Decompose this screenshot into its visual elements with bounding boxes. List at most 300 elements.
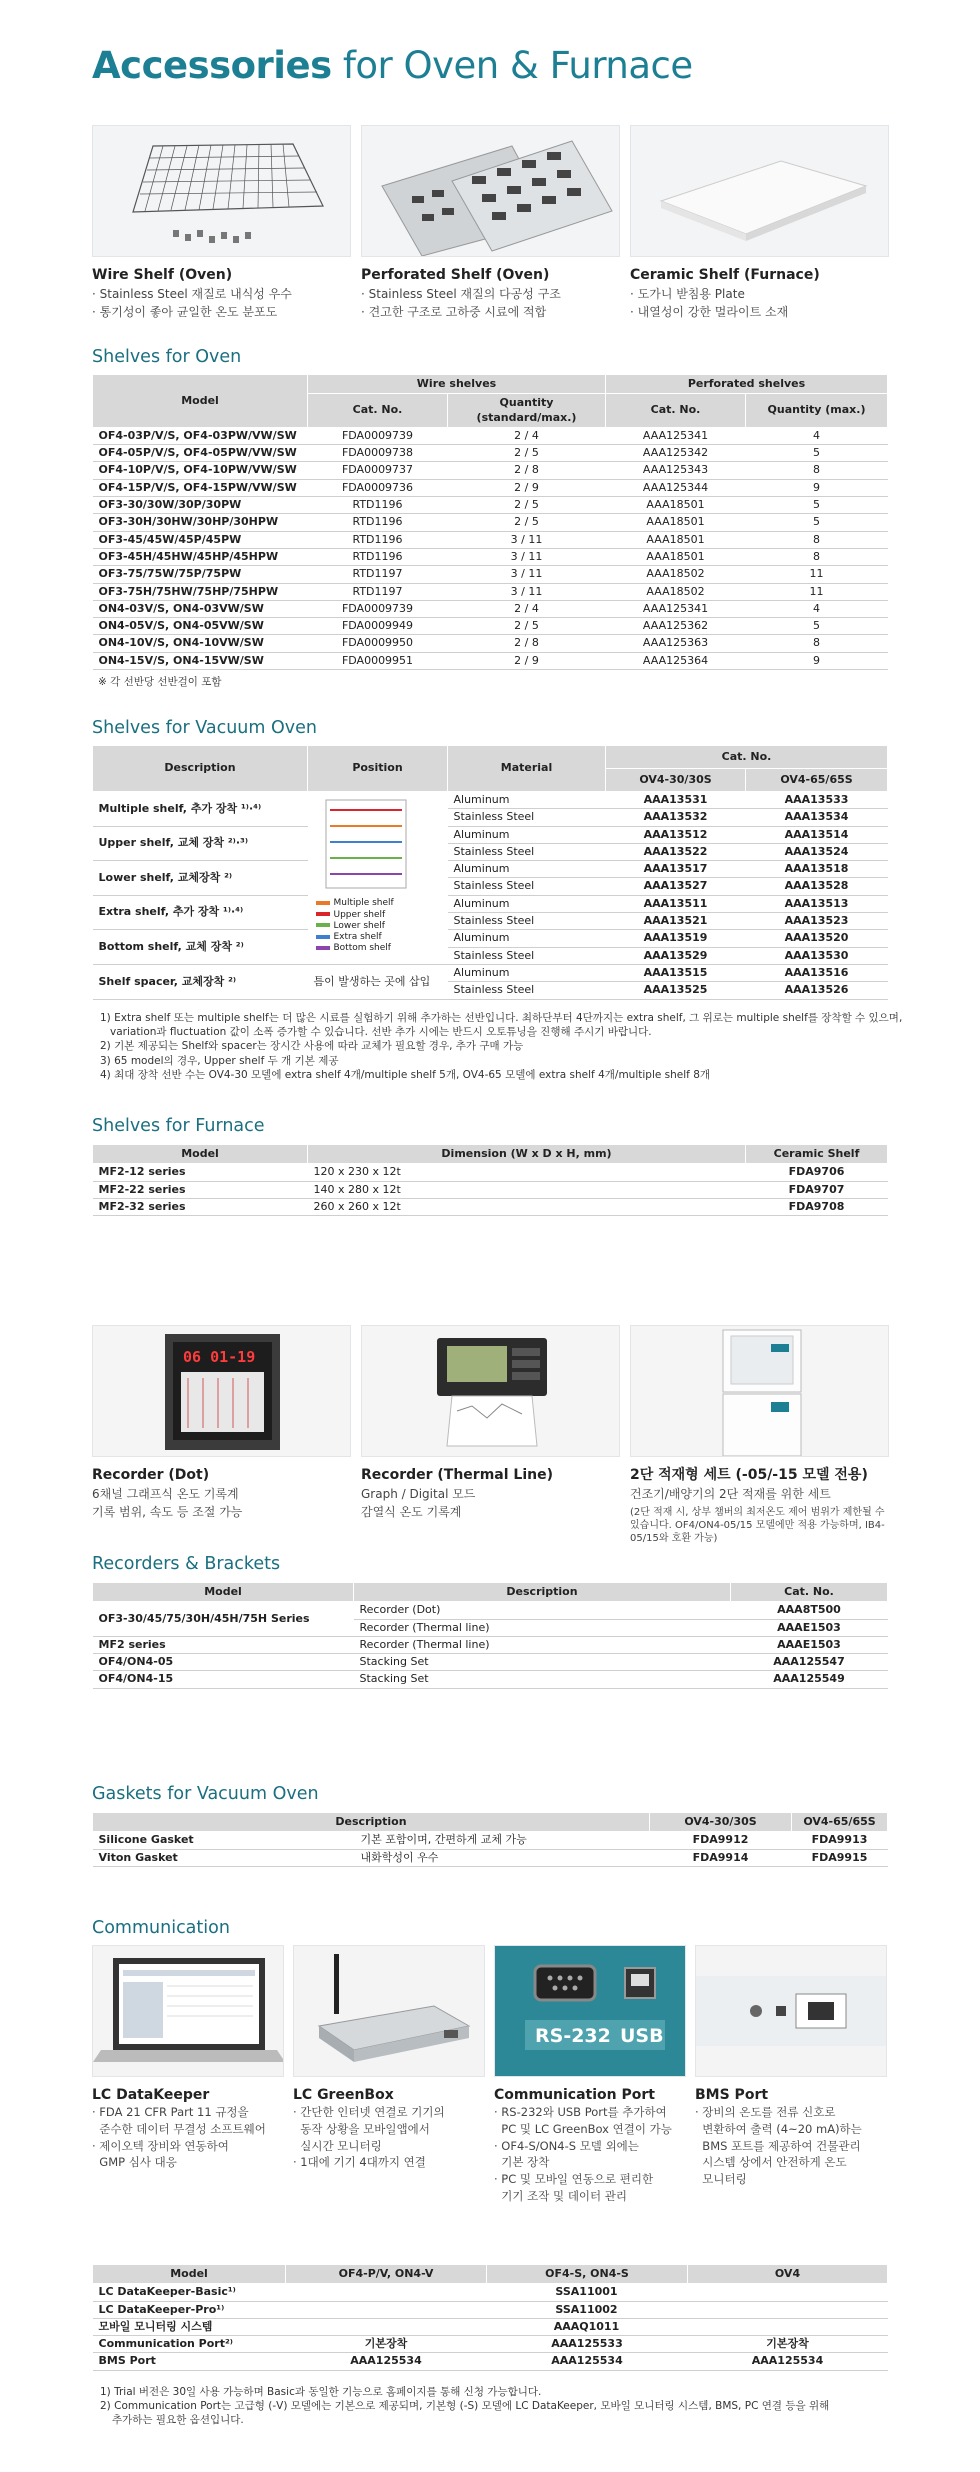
column-header: Perforated shelves [606, 375, 888, 394]
table-row [93, 2284, 888, 2301]
table-cell: MF2-32 series [93, 1198, 308, 1215]
table-cell: AAA125363 [606, 635, 746, 652]
table-cell: 2 / 5 [448, 497, 606, 514]
table-cell: SSA11002 [286, 2301, 888, 2318]
column-header: Ceramic Shelf [746, 1145, 888, 1164]
table-row [93, 462, 888, 479]
table-cell: MF2-12 series [93, 1164, 308, 1181]
column-header: Model [93, 1583, 354, 1602]
table-cell: 모바일 모니터링 시스템 [93, 2318, 286, 2335]
wire-shelf-icon [92, 125, 351, 257]
table-cell: 2 / 9 [448, 652, 606, 669]
comm-bullet: · FDA 21 CFR Part 11 규정을 [92, 2105, 249, 2120]
table-row [93, 1654, 888, 1671]
recorders-table [92, 1582, 888, 1689]
table-cell: 8 [746, 462, 888, 479]
column-header: Quantity (standard/max.) [448, 394, 606, 428]
legend-item [316, 910, 440, 921]
table-cell: OF3-75/75W/75P/75PW [93, 566, 308, 583]
table-cell: AAA13515 [606, 964, 746, 981]
column-header: Model [93, 2265, 286, 2284]
table-cell: AAA13525 [606, 982, 746, 999]
table-row [93, 479, 888, 496]
display-readout: 06 01-19 [183, 1348, 256, 1366]
section-title: Gaskets for Vacuum Oven [92, 1784, 319, 1804]
table-cell: Multiple shelf, 추가 장착 ¹⁾·⁴⁾ [93, 792, 308, 827]
table-cell: Aluminum [448, 964, 606, 981]
table-cell: AAA125344 [606, 479, 746, 496]
column-header: Cat. No. [731, 1583, 888, 1602]
rs232-usb-port-icon [494, 1945, 686, 2077]
legend-label: Bottom shelf [333, 943, 391, 954]
table-cell: Extra shelf, 추가 장착 ¹⁾·⁴⁾ [93, 895, 308, 930]
table-cell: AAA18501 [606, 514, 746, 531]
table-cell: FDA0009949 [308, 618, 448, 635]
accessory-card [92, 125, 351, 321]
table-cell: AAA18501 [606, 531, 746, 548]
legend-label: Lower shelf [333, 920, 385, 931]
footnote: 1) Trial 버전은 30일 사용 가능하며 Basic과 동일한 기능으로 홈페이지를 통해 신청 가능합니다. [100, 2386, 542, 2398]
table-cell: FDA0009739 [308, 600, 448, 617]
column-header: Material [448, 746, 606, 792]
table-cell: 140 x 280 x 12t [308, 1181, 746, 1198]
accessory-name: Wire Shelf (Oven) [92, 267, 233, 283]
table-cell: FDA9707 [746, 1181, 888, 1198]
table-cell: AAAE1503 [731, 1619, 888, 1636]
comm-notes [100, 2385, 829, 2428]
section-title: Shelves for Furnace [92, 1116, 265, 1136]
comm-bullet: PC 및 LC GreenBox 연결이 가능 [494, 2121, 672, 2136]
table-cell: AAA13512 [606, 826, 746, 843]
table-cell: RTD1196 [308, 514, 448, 531]
column-header: Cat. No. [308, 394, 448, 428]
table-row [93, 2318, 888, 2335]
table-row [93, 514, 888, 531]
table-cell: Aluminum [448, 895, 606, 912]
table-cell: RTD1197 [308, 583, 448, 600]
comm-bullet: · PC 및 모바일 연동으로 편리한 [494, 2171, 654, 2186]
legend-swatch [316, 923, 330, 927]
table-cell: AAA125341 [606, 600, 746, 617]
column-header: OV4-30/30S [650, 1813, 792, 1832]
port-label: USB [620, 2025, 664, 2047]
table-cell: ON4-15V/S, ON4-15VW/SW [93, 652, 308, 669]
recorder-name: Recorder (Thermal Line) [361, 1467, 553, 1483]
recorder-name: Recorder (Dot) [92, 1467, 210, 1483]
column-header: Model [93, 1145, 308, 1164]
footnote: 1) Extra shelf 또는 multiple shelf는 더 많은 시료를 실험하기 위해 추가하는 선반입니다. 최하단부터 4단까지는 extra shelf, 그 위로는 multiple shelf를 장착할 수 있으며, [100, 1012, 903, 1024]
legend-label: Extra shelf [333, 932, 382, 943]
comm-bullet: 준수한 데이터 무결성 소프트웨어 [92, 2121, 266, 2136]
accessory-name: Perforated Shelf (Oven) [361, 267, 550, 283]
comm-bullets [293, 2104, 485, 2171]
table-cell: 3 / 11 [448, 566, 606, 583]
column-header: Cat. No. [606, 394, 746, 428]
table-cell: FDA0009950 [308, 635, 448, 652]
table-cell: LC DataKeeper-Pro¹⁾ [93, 2301, 286, 2318]
section-title: Communication [92, 1918, 230, 1938]
table-row [93, 2353, 888, 2370]
table-cell: AAA13528 [746, 878, 888, 895]
accessory-bullet: · 도가니 받침용 Plate [630, 287, 745, 302]
legend-item [316, 898, 440, 909]
table-row [93, 1849, 888, 1866]
table-cell: 기본 포함이며, 간편하게 교체 가능 [355, 1832, 650, 1849]
section-title: Recorders & Brackets [92, 1554, 281, 1574]
column-header: Position [308, 746, 448, 792]
recorder-desc: 감열식 온도 기록계 [361, 1504, 462, 1519]
table-cell: OF4-15P/V/S, OF4-15PW/VW/SW [93, 479, 308, 496]
vacuum-notes [100, 1011, 902, 1082]
table-row [93, 1602, 888, 1619]
table-cell: AAAE1503 [731, 1636, 888, 1653]
comm-bullet: · RS-232와 USB Port를 추가하여 [494, 2105, 667, 2120]
table-cell: OF3-30/45/75/30H/45H/75H Series [93, 1602, 354, 1637]
comm-name: BMS Port [695, 2087, 769, 2103]
legend-item [316, 943, 440, 954]
table-cell: 120 x 230 x 12t [308, 1164, 746, 1181]
table-cell: AAA13522 [606, 843, 746, 860]
comm-bullets [92, 2104, 284, 2171]
legend-swatch [316, 946, 330, 950]
accessory-name: Ceramic Shelf (Furnace) [630, 267, 820, 283]
table-cell: Communication Port²⁾ [93, 2336, 286, 2353]
table-row [93, 1832, 888, 1849]
oven-shelves-table [92, 374, 888, 670]
furnace-shelves-table [92, 1144, 888, 1216]
legend-label: Upper shelf [333, 909, 386, 920]
table-row [93, 566, 888, 583]
table-cell: ON4-10V/S, ON4-10VW/SW [93, 635, 308, 652]
table-cell: Stainless Steel [448, 947, 606, 964]
table-row [93, 445, 888, 462]
page-title: Accessories for Oven & Furnace [92, 44, 693, 87]
table-cell: AAA13532 [606, 809, 746, 826]
recorder-card [630, 1325, 889, 1545]
comm-card [494, 1945, 686, 2204]
table-cell: AAA125547 [731, 1654, 888, 1671]
recorder-card [92, 1325, 351, 1545]
table-cell: AAA13529 [606, 947, 746, 964]
table-cell: 4 [746, 600, 888, 617]
table-cell: 8 [746, 548, 888, 565]
table-cell: ON4-03V/S, ON4-03VW/SW [93, 600, 308, 617]
column-header: OV4-30/30S [606, 769, 746, 792]
accessory-bullet: · 견고한 구조로 고하중 시료에 적합 [361, 304, 547, 319]
comm-card [293, 1945, 485, 2204]
table-cell: AAA13530 [746, 947, 888, 964]
table-cell: FDA0009737 [308, 462, 448, 479]
table-cell: Upper shelf, 교체 장착 ²⁾·³⁾ [93, 826, 308, 861]
table-cell: 260 x 260 x 12t [308, 1198, 746, 1215]
table-cell: OF4-10P/V/S, OF4-10PW/VW/SW [93, 462, 308, 479]
table-cell: RTD1196 [308, 531, 448, 548]
table-cell: AAA125549 [731, 1671, 888, 1688]
table-cell: AAA18502 [606, 583, 746, 600]
table-cell: Aluminum [448, 930, 606, 947]
table-cell: 3 / 11 [448, 583, 606, 600]
table-cell: Stacking Set [354, 1671, 731, 1688]
column-header: Quantity (max.) [746, 394, 888, 428]
legend-swatch [316, 912, 330, 916]
table-cell: AAA125362 [606, 618, 746, 635]
footnote: 추가하는 필요한 옵션입니다. [112, 2414, 244, 2427]
table-cell: AAA13527 [606, 878, 746, 895]
table-cell: Aluminum [448, 826, 606, 843]
table-cell: AAA13531 [606, 792, 746, 809]
table-cell: BMS Port [93, 2353, 286, 2370]
recorder-name: 2단 적재형 세트 (-05/-15 모델 전용) [630, 1467, 868, 1483]
table-cell: FDA0009951 [308, 652, 448, 669]
recorder-desc: 건조기/배양기의 2단 적재를 위한 세트 [630, 1487, 831, 1502]
table-cell: AAA125342 [606, 445, 746, 462]
communication-table [92, 2264, 888, 2371]
recorder-dot-icon [92, 1325, 351, 1457]
table-cell: AAA13534 [746, 809, 888, 826]
footnote: 3) 65 model의 경우, Upper shelf 두 개 기본 제공 [100, 1054, 339, 1067]
accessories-row [92, 125, 889, 321]
table-cell: RTD1196 [308, 548, 448, 565]
table-cell: AAA13526 [746, 982, 888, 999]
table-row [93, 964, 888, 981]
table-row [93, 427, 888, 444]
table-cell: 5 [746, 445, 888, 462]
table-cell: OF3-45H/45HW/45HP/45HPW [93, 548, 308, 565]
laptop-icon [92, 1945, 284, 2077]
table-cell: FDA9913 [792, 1832, 888, 1849]
table-cell: FDA9708 [746, 1198, 888, 1215]
table-cell: Recorder (Thermal line) [354, 1619, 731, 1636]
table-cell: Viton Gasket [93, 1849, 355, 1866]
table-cell: OF3-45/45W/45P/45PW [93, 531, 308, 548]
vacuum-shelves-table [92, 745, 888, 1000]
table-cell: FDA9914 [650, 1849, 792, 1866]
table-row [93, 2301, 888, 2318]
recorder-thermal-icon [361, 1325, 620, 1457]
comm-name: Communication Port [494, 2087, 655, 2103]
table-row [93, 1671, 888, 1688]
accessory-bullet: · Stainless Steel 재질의 다공성 구조 [361, 287, 561, 302]
table-cell: AAAQ1011 [286, 2318, 888, 2335]
table-cell: AAA13521 [606, 913, 746, 930]
table-row [93, 618, 888, 635]
table-cell: ON4-05V/S, ON4-05VW/SW [93, 618, 308, 635]
table-cell: 기본장착 [688, 2336, 888, 2353]
table-cell: Stainless Steel [448, 843, 606, 860]
table-cell: AAA13524 [746, 843, 888, 860]
legend-item [316, 921, 440, 932]
table-row [93, 930, 888, 947]
bms-port-icon [695, 1945, 887, 2077]
table-row [93, 792, 888, 809]
table-row [93, 583, 888, 600]
table-cell: AAA13516 [746, 964, 888, 981]
table-cell: FDA9915 [792, 1849, 888, 1866]
table-cell: 2 / 5 [448, 514, 606, 531]
column-header: OF4-P/V, ON4-V [286, 2265, 487, 2284]
accessory-card [630, 125, 889, 321]
recorders-row [92, 1325, 889, 1545]
recorder-note: (2단 적재 시, 상부 챔버의 최저온도 제어 범위가 제한될 수 있습니다. OF4/ON4-05/15 모델에만 적용 가능하며, IB4-05/15와 호환 가능) [630, 1506, 885, 1544]
footnote: 2) 기본 제공되는 Shelf와 spacer는 장시간 사용에 따라 교체가 필요할 경우, 추가 구매 가능 [100, 1040, 524, 1053]
table-cell: OF3-75H/75HW/75HP/75HPW [93, 583, 308, 600]
legend-swatch [316, 935, 330, 939]
legend-label: Multiple shelf [333, 898, 394, 909]
comm-bullets [695, 2104, 887, 2187]
column-header: OV4-65/65S [792, 1813, 888, 1832]
table-cell: AAA13519 [606, 930, 746, 947]
section-title: Shelves for Vacuum Oven [92, 718, 317, 738]
comm-bullet: 실시간 모니터링 [293, 2138, 382, 2153]
table-row [93, 548, 888, 565]
table-cell: RTD1196 [308, 497, 448, 514]
section-title: Shelves for Oven [92, 347, 242, 367]
column-header: Model [93, 375, 308, 428]
comm-name: LC DataKeeper [92, 2087, 210, 2103]
table-cell: MF2 series [93, 1636, 354, 1653]
table-cell: 2 / 5 [448, 618, 606, 635]
table-row [93, 2336, 888, 2353]
shelf-position-icon [316, 796, 416, 894]
stacking-set-icon [630, 1325, 889, 1457]
table-cell: 3 / 11 [448, 531, 606, 548]
port-label: RS-232 [535, 2025, 611, 2047]
table-cell: Bottom shelf, 교체 장착 ²⁾ [93, 930, 308, 965]
table-cell: FDA0009736 [308, 479, 448, 496]
table-cell: 2 / 5 [448, 445, 606, 462]
table-cell: 8 [746, 635, 888, 652]
table-row [93, 652, 888, 669]
table-cell: 5 [746, 514, 888, 531]
table-cell: Stainless Steel [448, 809, 606, 826]
table-cell: Aluminum [448, 792, 606, 809]
legend-swatch [316, 901, 330, 905]
table-cell: FDA0009739 [308, 427, 448, 444]
table-cell: AAA13520 [746, 930, 888, 947]
table-row [93, 1181, 888, 1198]
accessory-bullet: · 통기성이 좋아 균일한 온도 분포도 [92, 304, 278, 319]
table-cell: LC DataKeeper-Basic¹⁾ [93, 2284, 286, 2301]
comm-bullet: · OF4-S/ON4-S 모델 외에는 [494, 2138, 639, 2153]
table-cell: Stainless Steel [448, 913, 606, 930]
ceramic-shelf-icon [630, 125, 889, 257]
comm-card [92, 1945, 284, 2204]
table-cell: 8 [746, 531, 888, 548]
comm-bullet: · 장비의 온도를 전류 신호로 [695, 2105, 836, 2120]
comm-bullets [494, 2104, 686, 2204]
recorder-desc: Graph / Digital 모드 [361, 1487, 476, 1502]
table-cell: 3 / 11 [448, 548, 606, 565]
table-row [93, 826, 888, 843]
comm-bullet: 기본 장착 [494, 2155, 550, 2170]
comm-bullet: 시스템 상에서 안전하게 온도 [695, 2155, 847, 2170]
table-cell: AAA125364 [606, 652, 746, 669]
footnote: 4) 최대 장착 선반 수는 OV4-30 모델에 extra shelf 4개/multiple shelf 5개, OV4-65 모델에 extra shelf 4개/multiple shelf 8개 [100, 1068, 711, 1081]
table-cell: AAA125341 [606, 427, 746, 444]
table-cell: AAA13513 [746, 895, 888, 912]
table-cell: AAA13517 [606, 861, 746, 878]
table-cell: OF4-05P/V/S, OF4-05PW/VW/SW [93, 445, 308, 462]
comm-name: LC GreenBox [293, 2087, 394, 2103]
table-row [93, 1164, 888, 1181]
table-row [93, 600, 888, 617]
column-header: OV4-65/65S [746, 769, 888, 792]
table-cell: AAA18502 [606, 566, 746, 583]
table-cell: AAA125343 [606, 462, 746, 479]
table-cell: Recorder (Thermal line) [354, 1636, 731, 1653]
table-row [93, 531, 888, 548]
comm-bullet: BMS 포트를 제공하여 건물관리 [695, 2138, 861, 2153]
column-header: Description [93, 1813, 650, 1832]
table-cell: AAA125534 [688, 2353, 888, 2370]
table-cell: 5 [746, 618, 888, 635]
table-cell: FDA9912 [650, 1832, 792, 1849]
table-row [93, 895, 888, 912]
accessory-card [361, 125, 620, 321]
table-cell: 9 [746, 652, 888, 669]
column-header: OF4-S, ON4-S [487, 2265, 688, 2284]
comm-bullet: GMP 심사 대응 [92, 2155, 177, 2170]
table-cell: Recorder (Dot) [354, 1602, 731, 1619]
table-row [93, 497, 888, 514]
table-cell: Stacking Set [354, 1654, 731, 1671]
table-cell: AAA13523 [746, 913, 888, 930]
column-header: Description [354, 1583, 731, 1602]
table-cell: 내화학성이 우수 [355, 1849, 650, 1866]
table-row [93, 1198, 888, 1215]
recorder-desc: 6채널 그래프식 온도 기록계 [92, 1487, 239, 1502]
comm-card [695, 1945, 887, 2204]
table-cell: Stainless Steel [448, 878, 606, 895]
table-cell: AAA18501 [606, 497, 746, 514]
legend-item [316, 932, 440, 943]
comm-bullet: 모니터링 [695, 2171, 747, 2186]
position-text: 틈이 발생하는 곳에 삽입 [308, 964, 448, 999]
legend [316, 898, 440, 954]
table-cell: 기본장착 [286, 2336, 487, 2353]
table-cell: 2 / 8 [448, 635, 606, 652]
table-cell: OF4/ON4-15 [93, 1671, 354, 1688]
communication-row [92, 1945, 887, 2204]
table-cell: 9 [746, 479, 888, 496]
table-cell: 4 [746, 427, 888, 444]
table-cell: AAA8T500 [731, 1602, 888, 1619]
table-cell: FDA0009738 [308, 445, 448, 462]
table-cell: RTD1197 [308, 566, 448, 583]
table-cell: Stainless Steel [448, 982, 606, 999]
table-cell: 2 / 4 [448, 600, 606, 617]
table-cell: AAA18501 [606, 548, 746, 565]
table-row [93, 635, 888, 652]
comm-bullet: 기기 조작 및 데이터 관리 [494, 2188, 628, 2203]
recorder-card [361, 1325, 620, 1545]
comm-bullet: · 제이오텍 장비와 연동하여 [92, 2138, 229, 2153]
comm-bullet: 변환하여 출력 (4~20 mA)하는 [695, 2121, 862, 2136]
table-cell: Lower shelf, 교체장착 ²⁾ [93, 861, 308, 896]
table-cell: OF4/ON4-05 [93, 1654, 354, 1671]
table-cell: SSA11001 [286, 2284, 888, 2301]
table-cell: Silicone Gasket [93, 1832, 355, 1849]
accessory-bullet: · Stainless Steel 재질로 내식성 우수 [92, 287, 292, 302]
table-row [93, 861, 888, 878]
table-cell: 11 [746, 583, 888, 600]
table-cell: AAA125534 [487, 2353, 688, 2370]
table-cell: AAA13533 [746, 792, 888, 809]
table-cell: 2 / 8 [448, 462, 606, 479]
recorder-desc: 기록 범위, 속도 등 조절 가능 [92, 1504, 243, 1519]
table-cell: AAA13518 [746, 861, 888, 878]
table-cell: Aluminum [448, 861, 606, 878]
